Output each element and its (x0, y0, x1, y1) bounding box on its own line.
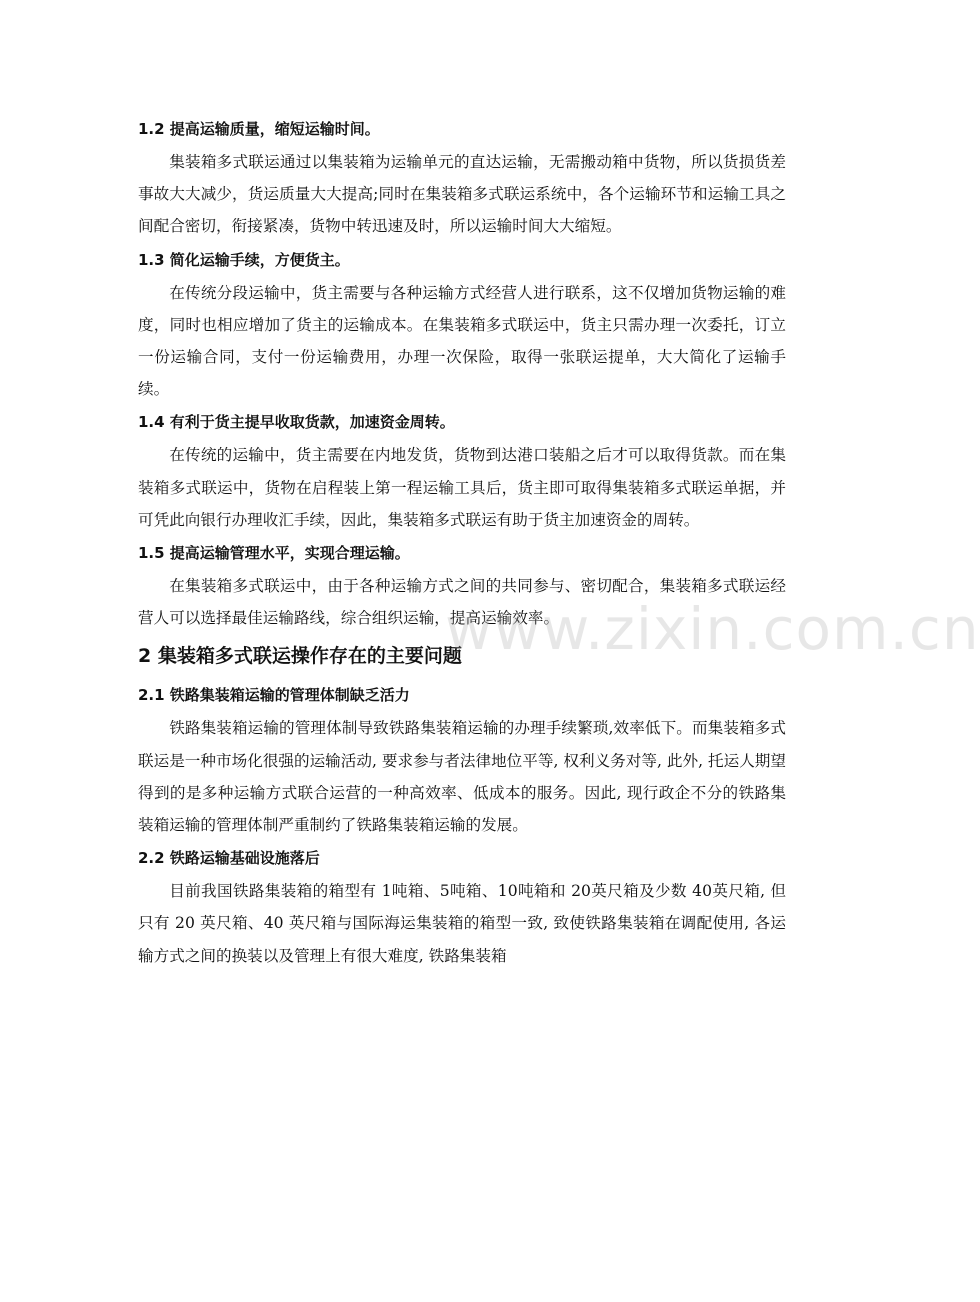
section-1-2 (138, 112, 786, 243)
section-heading: 1.2 提高运输质量，缩短运输时间。 (138, 120, 380, 138)
section-2-1 (138, 678, 786, 841)
watermark: www.zixin.com.cn (445, 595, 980, 663)
section-paragraph: 在集装箱多式联运中，由于各种运输方式之间的共同参与、密切配合，集装箱多式联运经营人可以选择最佳运输路线，综合组织运输，提高运输效率。 (138, 577, 786, 628)
section-paragraph: 目前我国铁路集装箱的箱型有 1吨箱、5吨箱、10吨箱和 20英尺箱及少数 40英尺箱, 但只有 20 英尺箱、40 英尺箱与国际海运集装箱的箱型一致, 致使铁路集装箱在调配使用, 各运输方式之间的换装以及管理上有很大难度, 铁路集装箱 (138, 882, 786, 965)
section-heading: 1.3 简化运输手续，方便货主。 (138, 250, 350, 269)
section-2-2 (138, 841, 786, 972)
chapter-title: 2 集装箱多式联运操作存在的主要问题 (138, 645, 462, 668)
section-heading: 2.2 铁路运输基础设施落后 (138, 849, 320, 868)
section-paragraph: 集装箱多式联运通过以集装箱为运输单元的直达运输，无需搬动箱中货物，所以货损货差事故大大减少，货运质量大大提高;同时在集装箱多式联运系统中，各个运输环节和运输工具之间配合密切，衔接紧凑，货物中转迅速及时，所以运输时间大大缩短。 (138, 153, 786, 236)
section-paragraph: 在传统分段运输中，货主需要与各种运输方式经营人进行联系，这不仅增加货物运输的难度，同时也相应增加了货主的运输成本。在集装箱多式联运中，货主只需办理一次委托，订立一份运输合同，支付一份运输费用，办理一次保险，取得一张联运提单，大大简化了运输手续。 (138, 283, 786, 399)
section-1-5 (138, 536, 786, 634)
section-1-4 (138, 405, 786, 536)
section-paragraph: 在传统的运输中，货主需要在内地发货，货物到达港口装船之后才可以取得货款。而在集装箱多式联运中，货物在启程装上第一程运输工具后，货主即可取得集装箱多式联运单据，并可凭此向银行办理收汇手续，因此，集装箱多式联运有助于货主加速资金的周转。 (138, 446, 786, 529)
section-heading: 1.5 提高运输管理水平，实现合理运输。 (138, 544, 410, 563)
section-1-3 (138, 243, 786, 406)
section-paragraph: 铁路集装箱运输的管理体制导致铁路集装箱运输的办理手续繁琐,效率低下。而集装箱多式联运是一种市场化很强的运输活动, 要求参与者法律地位平等, 权利义务对等, 此外, 托运人期望得到的是多种运输方式联合运营的一种高效率、低成本的服务。因此, 现行政企不分的铁路集装箱运输的管理体制严重制约了铁路集装箱运输的发展。 (138, 719, 786, 835)
document-page (138, 112, 786, 972)
section-heading: 2.1 铁路集装箱运输的管理体制缺乏活力 (138, 686, 410, 705)
section-heading: 1.4 有利于货主提早收取货款，加速资金周转。 (138, 413, 455, 432)
